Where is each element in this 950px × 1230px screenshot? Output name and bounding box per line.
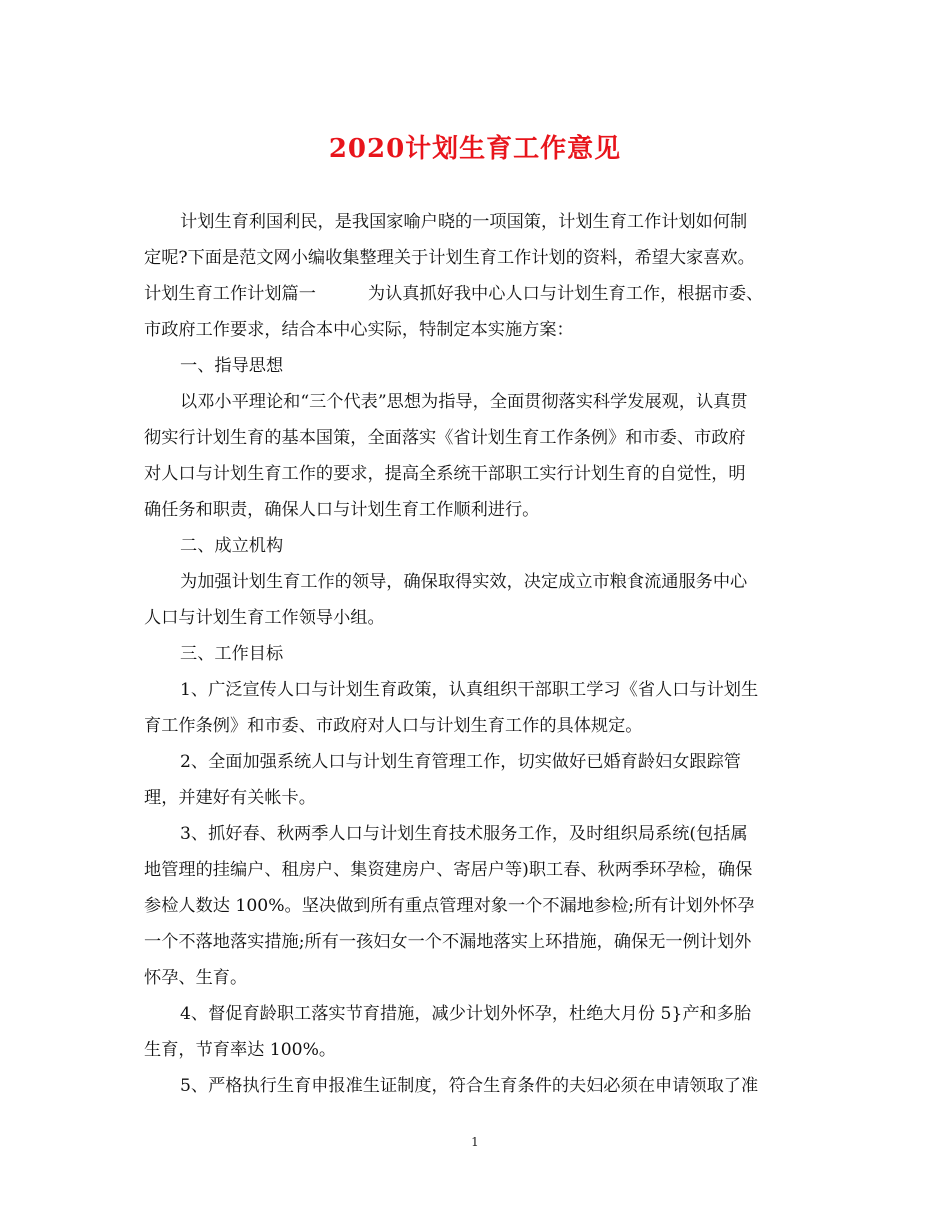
paragraph-line: 对人口与计划生育工作的要求，提高全系统干部职工实行计划生育的自觉性，明 xyxy=(144,464,746,484)
paragraph-line: 以邓小平理论和“三个代表”思想为指导，全面贯彻落实科学发展观，认真贯 xyxy=(180,392,748,412)
paragraph-line: 市政府工作要求，结合本中心实际，特制定本实施方案： xyxy=(144,320,574,340)
section-label: 计划生育工作计划篇一 xyxy=(144,284,316,304)
paragraph-line: 2、全面加强系统人口与计划生育管理工作，切实做好已婚育龄妇女跟踪管 xyxy=(180,752,741,772)
document-title: 2020计划生育工作意见 xyxy=(328,134,622,164)
paragraph-line: 计划生育利国利民，是我国家喻户晓的一项国策，计划生育工作计划如何制 xyxy=(180,212,748,232)
paragraph-line: 地管理的挂编户、租房户、集资建房户、寄居户等)职工春、秋两季环孕检，确保 xyxy=(144,860,753,880)
page-number: 1 xyxy=(471,1135,479,1149)
paragraph-line: 怀孕、生育。 xyxy=(144,968,248,988)
paragraph-line: 5、严格执行生育申报准生证制度，符合生育条件的夫妇必须在申请领取了准 xyxy=(180,1076,759,1096)
paragraph-line: 生育，节育率达 100%。 xyxy=(144,1040,337,1060)
section-heading: 三、工作目标 xyxy=(180,644,284,664)
paragraph-line: 一个不落地落实措施;所有一孩妇女一个不漏地落实上环措施，确保无一例计划外 xyxy=(144,932,752,952)
paragraph-line: 确任务和职责，确保人口与计划生育工作顺利进行。 xyxy=(144,500,540,520)
paragraph-line: 参检人数达 100%。坚决做到所有重点管理对象一个不漏地参检;所有计划外怀孕 xyxy=(144,896,755,916)
paragraph-line: 定呢?下面是范文网小编收集整理关于计划生育工作计划的资料，希望大家喜欢。 xyxy=(144,248,755,268)
paragraph-line: 理，并建好有关帐卡。 xyxy=(144,788,316,808)
paragraph-line: 为加强计划生育工作的领导，确保取得实效，决定成立市粮食流通服务中心 xyxy=(180,572,748,592)
document-body xyxy=(144,204,806,1104)
paragraph-line: 3、抓好春、秋两季人口与计划生育技术服务工作，及时组织局系统(包括属 xyxy=(180,824,748,844)
paragraph-line: 彻实行计划生育的基本国策，全面落实《省计划生育工作条例》和市委、市政府 xyxy=(144,428,746,448)
paragraph-line xyxy=(144,276,806,312)
section-heading: 一、指导思想 xyxy=(180,356,284,376)
paragraph-line: 1、广泛宣传人口与计划生育政策，认真组织干部职工学习《省人口与计划生 xyxy=(180,680,759,700)
paragraph-line: 人口与计划生育工作领导小组。 xyxy=(144,608,385,628)
paragraph-line: 育工作条例》和市委、市政府对人口与计划生育工作的具体规定。 xyxy=(144,716,643,736)
section-heading: 二、成立机构 xyxy=(180,536,284,556)
paragraph-line: 4、督促育龄职工落实节育措施，减少计划外怀孕，杜绝大月份 5}产和多胎 xyxy=(180,1004,752,1024)
paragraph-text: 为认真抓好我中心人口与计划生育工作，根据市委、 xyxy=(367,284,764,304)
